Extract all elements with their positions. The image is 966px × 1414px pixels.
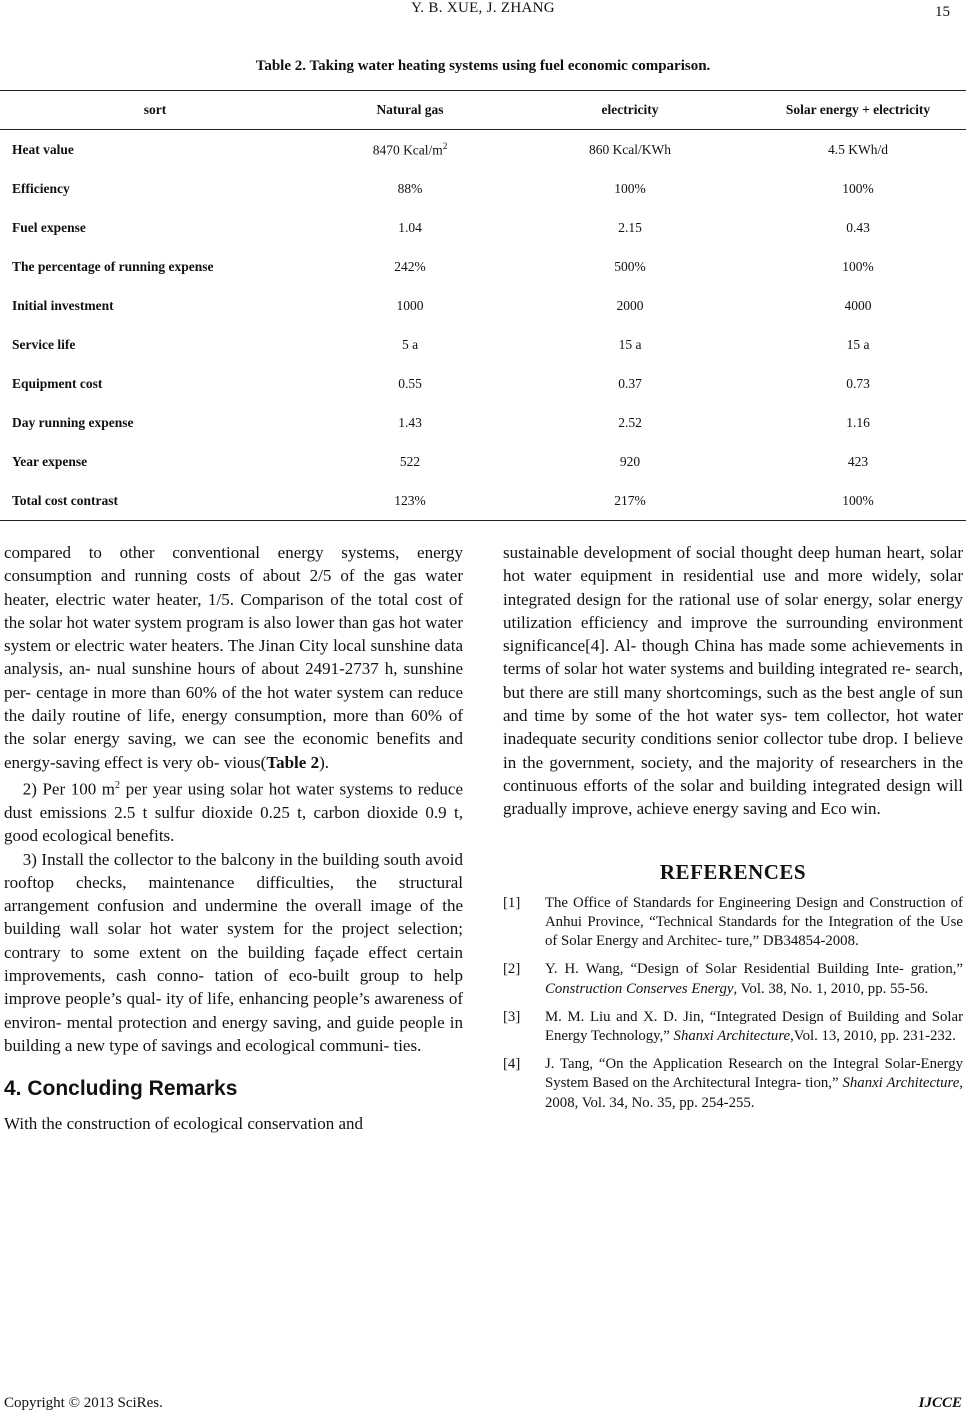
cell-electricity: 2.52 (618, 414, 642, 430)
table-row (0, 403, 966, 442)
table-header-row (0, 91, 966, 130)
cell-solar: 0.43 (846, 219, 870, 235)
body-paragraph: sustainable development of social thought deep human heart, solar hot water equipment in residential use and more widely, solar integrated design for the rational use of solar energy, solar energy utilization efficiency and improve the surrounding environment significance[4]. Al- though China has made some achievements in terms of solar hot water systems and building integrated re- search, but there are still many shortcomings, such as the best angle of sun and time by some of the hot water sys- tem collector, hot water inadequate security conditions senior collector tube drop. I believe in the government, society, and the majority of researchers in the continuous efforts of the solar and building integrated design will gradually improve, achieve energy saving and Eco win. (503, 543, 963, 819)
reference-text: M. M. Liu and X. D. Jin, “Integrated Design of Building and Solar Energy Technology,” Shanxi Architecture,Vol. 13, 2010, pp. 231-232. (545, 1008, 963, 1045)
body-paragraph: 3) Install the collector to the balcony in the building south avoid rooftop checks, maintenance difficulties, the structural arrangement confusion and undermine the overall image of the building wall solar hot water system for the project selection; contrary to some extent on the building façade effect certain improvements, cash conno- tation of eco-built group to help improve people’s qual- ity of life, enhancing people’s awareness of environ- mental protection and energy saving, and guide people in building a new type of savings and ecological communi- ties. (4, 849, 463, 1055)
journal-name: IJCCE (918, 1395, 962, 1411)
table-row (0, 208, 966, 247)
copyright-notice: Copyright © 2013 SciRes. (4, 1395, 163, 1411)
table-row (0, 130, 966, 170)
body-paragraph: With the construction of ecological conservation and (4, 1114, 364, 1134)
row-label: The percentage of running expense (12, 258, 214, 274)
table-row (0, 247, 966, 286)
cell-solar: 4000 (844, 297, 872, 313)
reference-item (503, 960, 963, 998)
row-label: Equipment cost (12, 375, 103, 391)
table-reference: Table 2 (266, 752, 320, 772)
body-paragraph: 2) Per 100 $m^2$ per year using solar hot water systems to reduce dust emissions 2.5 t sulfur dioxide 0.25 t, carbon dioxide 0.9 t, good ecological benefits. (4, 779, 464, 846)
row-label: Year expense (12, 453, 88, 469)
cell-solar: 100% (842, 180, 874, 196)
cell-electricity: 100% (614, 180, 646, 196)
row-label: Service life (12, 336, 76, 352)
row-label: Day running expense (12, 414, 134, 430)
left-column (4, 541, 463, 1136)
cell-natural-gas: 242% (394, 258, 426, 274)
cell-natural-gas: 5 a (401, 336, 419, 352)
section-heading: 4. Concluding Remarks (4, 1077, 238, 1101)
cell-solar: 4.5 KWh/d (828, 141, 888, 157)
reference-item (503, 1008, 963, 1046)
table-row (0, 286, 966, 325)
column-header-solar: Solar energy + electricity (750, 91, 966, 130)
column-header-electricity: electricity (510, 91, 750, 130)
table-row (0, 169, 966, 208)
cell-electricity: 2.15 (618, 219, 642, 235)
row-label: Total cost contrast (12, 492, 118, 508)
body-paragraph: compared to other conventional energy systems, energy consumption and running costs of about 2/5 of the gas water heater, electric water heater, 1/5. Comparison of the total cost of the solar hot water system program is also lower than gas hot water system or electric water heaters. The Jinan City local sunshine data analysis, an- nual sunshine hours of about 2491-2737 h, sunshine per- centage in more than 60% of the hot water system can reduce the daily routine of life, energy consumption, more than 60% of the solar energy saving, we can see the economic benefits and energy-saving effect is very ob- vious(Table 2). (4, 543, 463, 772)
cell-solar: 15 a (846, 336, 870, 352)
cell-natural-gas: 0.55 (398, 375, 422, 391)
cell-electricity: 217% (614, 492, 646, 508)
cell-natural-gas: 123% (394, 492, 426, 508)
cell-solar: 423 (847, 453, 869, 469)
row-label: Fuel expense (12, 219, 86, 235)
cell-natural-gas: 1.04 (398, 219, 422, 235)
reference-number: [1] (503, 894, 521, 911)
cell-electricity: 920 (619, 453, 641, 469)
reference-number: [3] (503, 1008, 521, 1025)
reference-item (503, 1055, 963, 1113)
cell-solar: 1.16 (846, 414, 870, 430)
comparison-table (0, 90, 966, 521)
cell-natural-gas: 522 (399, 453, 421, 469)
cell-electricity: 15 a (618, 336, 642, 352)
cell-electricity: 860 Kcal/KWh (588, 141, 672, 157)
references-heading: REFERENCES (659, 859, 807, 884)
row-label: Initial investment (12, 297, 114, 313)
cell-natural-gas: 1.43 (398, 414, 422, 430)
cell-electricity: 2000 (616, 297, 644, 313)
page-number: 15 (935, 4, 950, 20)
table-row (0, 481, 966, 521)
row-label: Heat value (12, 141, 74, 157)
column-header-sort: sort (0, 91, 310, 130)
reference-number: [2] (503, 961, 521, 978)
table-row (0, 364, 966, 403)
cell-solar: 100% (842, 492, 874, 508)
cell-natural-gas: 1000 (396, 297, 424, 313)
table-row (0, 325, 966, 364)
reference-text: The Office of Standards for Engineering Design and Construction of Anhui Province, “Technical Standards for the Integration of the Use of Solar Energy and Architec- ture,” DB34854-2008. (545, 894, 963, 950)
reference-item (503, 894, 963, 952)
table-row (0, 442, 966, 481)
reference-text: J. Tang, “On the Application Research on the Integral Solar-Energy System Based on the Architectural Integra- tion,” Shanxi Architecture, 2008, Vol. 34, No. 35, pp. 254-255. (545, 1056, 963, 1111)
cell-solar: 0.73 (846, 375, 870, 391)
cell-solar: 100% (842, 258, 874, 274)
reference-number: [4] (503, 1056, 521, 1073)
row-label: Efficiency (12, 180, 70, 196)
cell-natural-gas: 88% (397, 180, 423, 196)
cell-electricity: 500% (614, 258, 646, 274)
running-head: Y. B. XUE, J. ZHANG (411, 0, 555, 16)
right-column (503, 541, 963, 1122)
table-caption: Table 2. Taking water heating systems using fuel economic comparison. (255, 58, 711, 74)
column-header-natural-gas: Natural gas (310, 91, 510, 130)
reference-text: Y. H. Wang, “Design of Solar Residential Building Inte- gration,” Construction Conserves Energy, Vol. 38, No. 1, 2010, pp. 55-56. (545, 961, 963, 997)
cell-electricity: 0.37 (618, 375, 642, 391)
cell-natural-gas: 8470 Kcal/$m^2$ (372, 140, 448, 158)
